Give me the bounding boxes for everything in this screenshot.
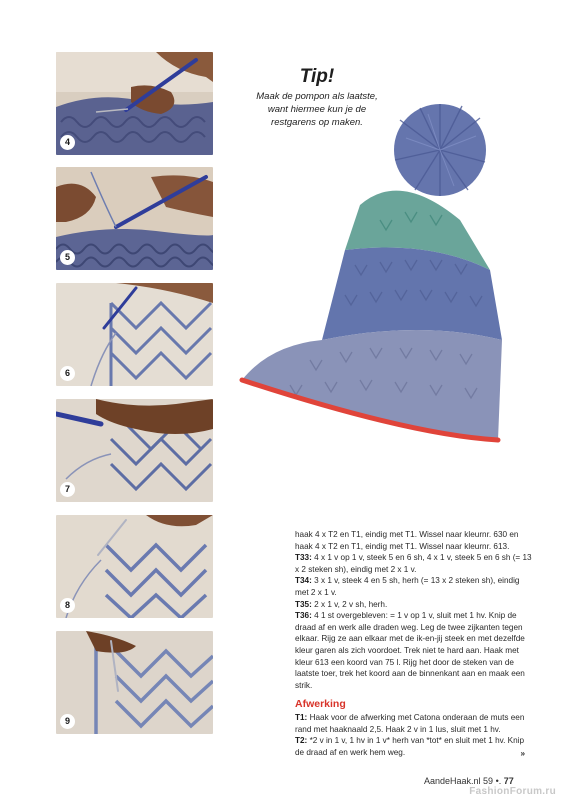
row-label: T2: [295,736,308,746]
row-text: 4 1 st overgebleven: = 1 v op 1 v, sluit met 1 hv. Knip de draad af en werk alle draden weg. Leg de twee zijkanten tegen elkaar. Rijg ze aan elkaar met de ik-en-jij steek en met dezelfde kleur garen als zich voordoet. Trek niet te hard aan. Haak met kleur 613 een koord van 75 l. Rijg het door de steken van de laatste toer, trek het koord aan de binnenkant aan en maak een strik. [295,611,525,690]
section-title-afwerking: Afwerking [295,698,346,711]
watermark: FashionForum.ru [469,786,556,797]
instruction-line: haak 4 x T2 en T1, eindig met T1. Wissel naar kleurnr. 630 en haak 4 x T2 en T1, eindig met T1. Wissel naar kleurnr. 613. [295,530,519,551]
step-number-badge: 5 [60,250,75,265]
row-label: T36: [295,611,312,621]
step-photo-4 [56,52,213,155]
instructions-text [295,529,535,758]
row-text: 2 x 1 v, 2 v sh, herh. [314,599,388,609]
page-footer [424,776,514,786]
step-photo-9 [56,631,213,734]
step-number-badge: 6 [60,366,75,381]
row-text: Haak voor de afwerking met Catona onderaan de muts een rand met haaknaald 2,5. Haak 2 v in 1 lus, sluit met 1 hv. [295,712,525,734]
tip-title: Tip! [299,66,335,87]
beanie-photo [230,90,530,490]
footer-site: AandeHaak.nl 59 [424,776,494,786]
row-text: *2 v in 1 v, 1 hv in 1 v* herh van *tot* en sluit met 1 hv. Knip de draad af en werk hem weg. [295,736,525,757]
row-label: T33: [295,553,312,563]
row-text: 3 x 1 v, steek 4 en 5 sh, herh (= 13 x 2 steken sh), eindig met 2 x 1 v. [295,576,520,597]
row-label: T34: [295,576,312,586]
step-photo-5 [56,167,213,270]
step-number-badge: 8 [60,598,75,613]
row-text: 4 x 1 v op 1 v, steek 5 en 6 sh, 4 x 1 v, steek 5 en 6 sh (= 13 x 2 steken sh), eindig met 2 x 1 v. [295,553,532,574]
row-label: T1: [295,712,308,722]
step-photo-7 [56,399,213,502]
step-number-badge: 7 [60,482,75,497]
page-number: 77 [503,776,514,786]
continue-arrow: » [520,748,525,758]
step-number-badge: 4 [60,135,75,150]
step-photo-8 [56,515,213,618]
step-number-badge: 9 [60,714,75,729]
footer-bullet: •. [495,776,502,786]
step-photo-6 [56,283,213,386]
row-label: T35: [295,599,312,609]
tip-text: Maak de pompon als laatste, want hiermee kun je de restgarens op maken. [256,91,378,128]
